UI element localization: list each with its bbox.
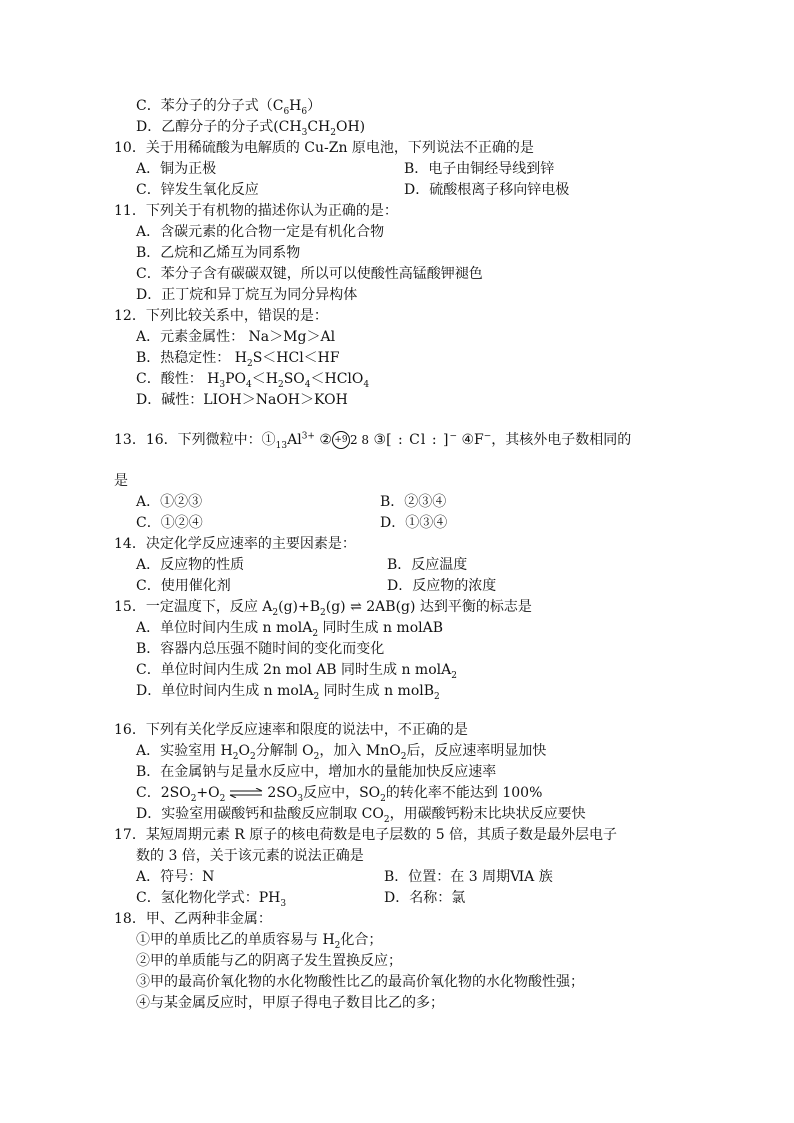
q16-stem: 16．下列有关化学反应速率和限度的说法中，不正确的是 xyxy=(114,722,468,738)
q17-option-d: D．名称：氯 xyxy=(384,890,466,906)
q11-option-d: D．正丁烷和异丁烷互为同分异构体 xyxy=(136,287,358,303)
fluoride-nucleus-icon: +9 xyxy=(332,431,350,449)
q18-item-4: ④与某金属反应时，甲原子得电子数目比乙的多； xyxy=(136,995,444,1011)
q11-stem: 11．下列关于有机物的描述你认为正确的是： xyxy=(114,203,398,219)
q12-option-a: A．元素金属性： Na＞Mg＞Al xyxy=(136,329,336,345)
q16-option-b: B．在金属钠与足量水反应中，增加水的量能加快反应速率 xyxy=(136,764,497,780)
q9-option-d: D．乙醇分子的分子式$(CH_3CH_2OH)$ xyxy=(136,119,366,138)
q16-option-a: A．实验室用 $H_2O_2$分解制 $O_2$，加入 MnO$_2$后，反应速率明显加快 xyxy=(136,743,547,762)
q10-option-b: B．电子由铜经导线到锌 xyxy=(404,161,555,177)
q18-stem: 18．甲、乙两种非金属： xyxy=(114,911,272,927)
q14-stem: 14．决定化学反应速率的主要因素是： xyxy=(114,536,356,552)
q10-option-c: C．锌发生氧化反应 xyxy=(136,182,259,198)
q11-option-c: C．苯分子含有碳碳双键，所以可以使酸性高锰酸钾褪色 xyxy=(136,266,483,282)
q10-option-a: A．铜为正极 xyxy=(136,161,217,177)
q15-option-c: C．单位时间内生成 2n mol AB 同时生成 n molA$_2$ xyxy=(136,662,457,681)
q17-stem-cont: 数的 3 倍，关于该元素的说法正确是 xyxy=(136,848,364,864)
q11-option-a: A．含碳元素的化合物一定是有机化合物 xyxy=(136,224,385,240)
q14-option-d: D．反应物的浓度 xyxy=(387,578,497,594)
q18-item-1: ①甲的单质比乙的单质容易与 $H_2$化合； xyxy=(136,932,383,951)
q15-option-d: D．单位时间内生成 n molA$_2$ 同时生成 n molB$_2$ xyxy=(136,683,440,702)
q11-option-b: B．乙烷和乙烯互为同系物 xyxy=(136,245,301,261)
q14-option-a: A．反应物的性质 xyxy=(136,557,245,573)
q16-option-c: C．$2SO_2+O_2$ $2SO_3$反应中，$SO_2$的转化率不能达到 100% xyxy=(136,785,543,804)
q13-option-a: A．①②③ xyxy=(136,494,203,510)
q17-option-c: C．氢化物化学式：$PH_3$ xyxy=(136,890,287,909)
q9-option-c: C．苯分子的分子式$(C_6H_6)$ xyxy=(136,98,322,117)
q13-option-b: B．②③④ xyxy=(380,494,447,510)
al-atomic-number: 13 xyxy=(275,440,288,451)
q13-option-c: C．①②④ xyxy=(136,515,203,531)
chloride-dot-structure: [ : Cl : ] xyxy=(386,432,450,448)
q17-stem: 17．某短周期元素 R 原子的核电荷数是电子层数的 5 倍，其质子数是最外层电子 xyxy=(114,827,618,843)
q18-item-2: ②甲的单质能与乙的阴离子发生置换反应； xyxy=(136,953,402,969)
q17-option-a: A．符号：N xyxy=(136,869,215,885)
q15-option-a: A．单位时间内生成 n molA$_2$ 同时生成 n molAB xyxy=(136,620,444,639)
q13-stem-cont: 是 xyxy=(114,473,128,489)
q10-option-d: D．硫酸根离子移向锌电极 xyxy=(404,182,570,198)
q14-option-c: C．使用催化剂 xyxy=(136,578,231,594)
q12-stem: 12．下列比较关系中，错误的是： xyxy=(114,308,328,324)
q15-stem: 15．一定温度下，反应 $A_2(g)+B_2(g)$ ⇌ 2AB(g) 达到平衡的标志是 xyxy=(114,599,532,618)
q13-option-d: D．①③④ xyxy=(380,515,448,531)
reversible-arrow-icon xyxy=(229,788,263,798)
q16-option-d: D．实验室用碳酸钙和盐酸反应制取 $CO_2$，用碳酸钙粉末比块状反应要快 xyxy=(136,806,586,825)
q12-option-b: B．热稳定性： $H_2S<HCl<HF$ xyxy=(136,350,340,369)
electron-shells: 2 8 xyxy=(349,433,370,447)
q12-option-d: D．碱性：LIOH＞NaOH＞KOH xyxy=(136,392,348,408)
q14-option-b: B．反应温度 xyxy=(387,557,468,573)
q10-stem: 10．关于用稀硫酸为电解质的 Cu-Zn 原电池，下列说法不正确的是 xyxy=(114,140,534,156)
q17-option-b: B．位置：在 3 周期ⅥA 族 xyxy=(384,869,553,885)
q15-option-b: B．容器内总压强不随时间的变化而变化 xyxy=(136,641,385,657)
q18-item-3: ③甲的最高价氧化物的水化物酸性比乙的最高价氧化物的水化物酸性强； xyxy=(136,974,584,990)
q13-stem: 13．16．下列微粒中：$①_{13}Al^{3+}$ ② +9 2 8 ③[ : Cl : ]− ④F−，其核外电子数相同的 xyxy=(114,431,632,451)
q12-option-c: C．酸性： $H_3PO_4<H_2SO_4<HClO_4$ xyxy=(136,371,370,390)
